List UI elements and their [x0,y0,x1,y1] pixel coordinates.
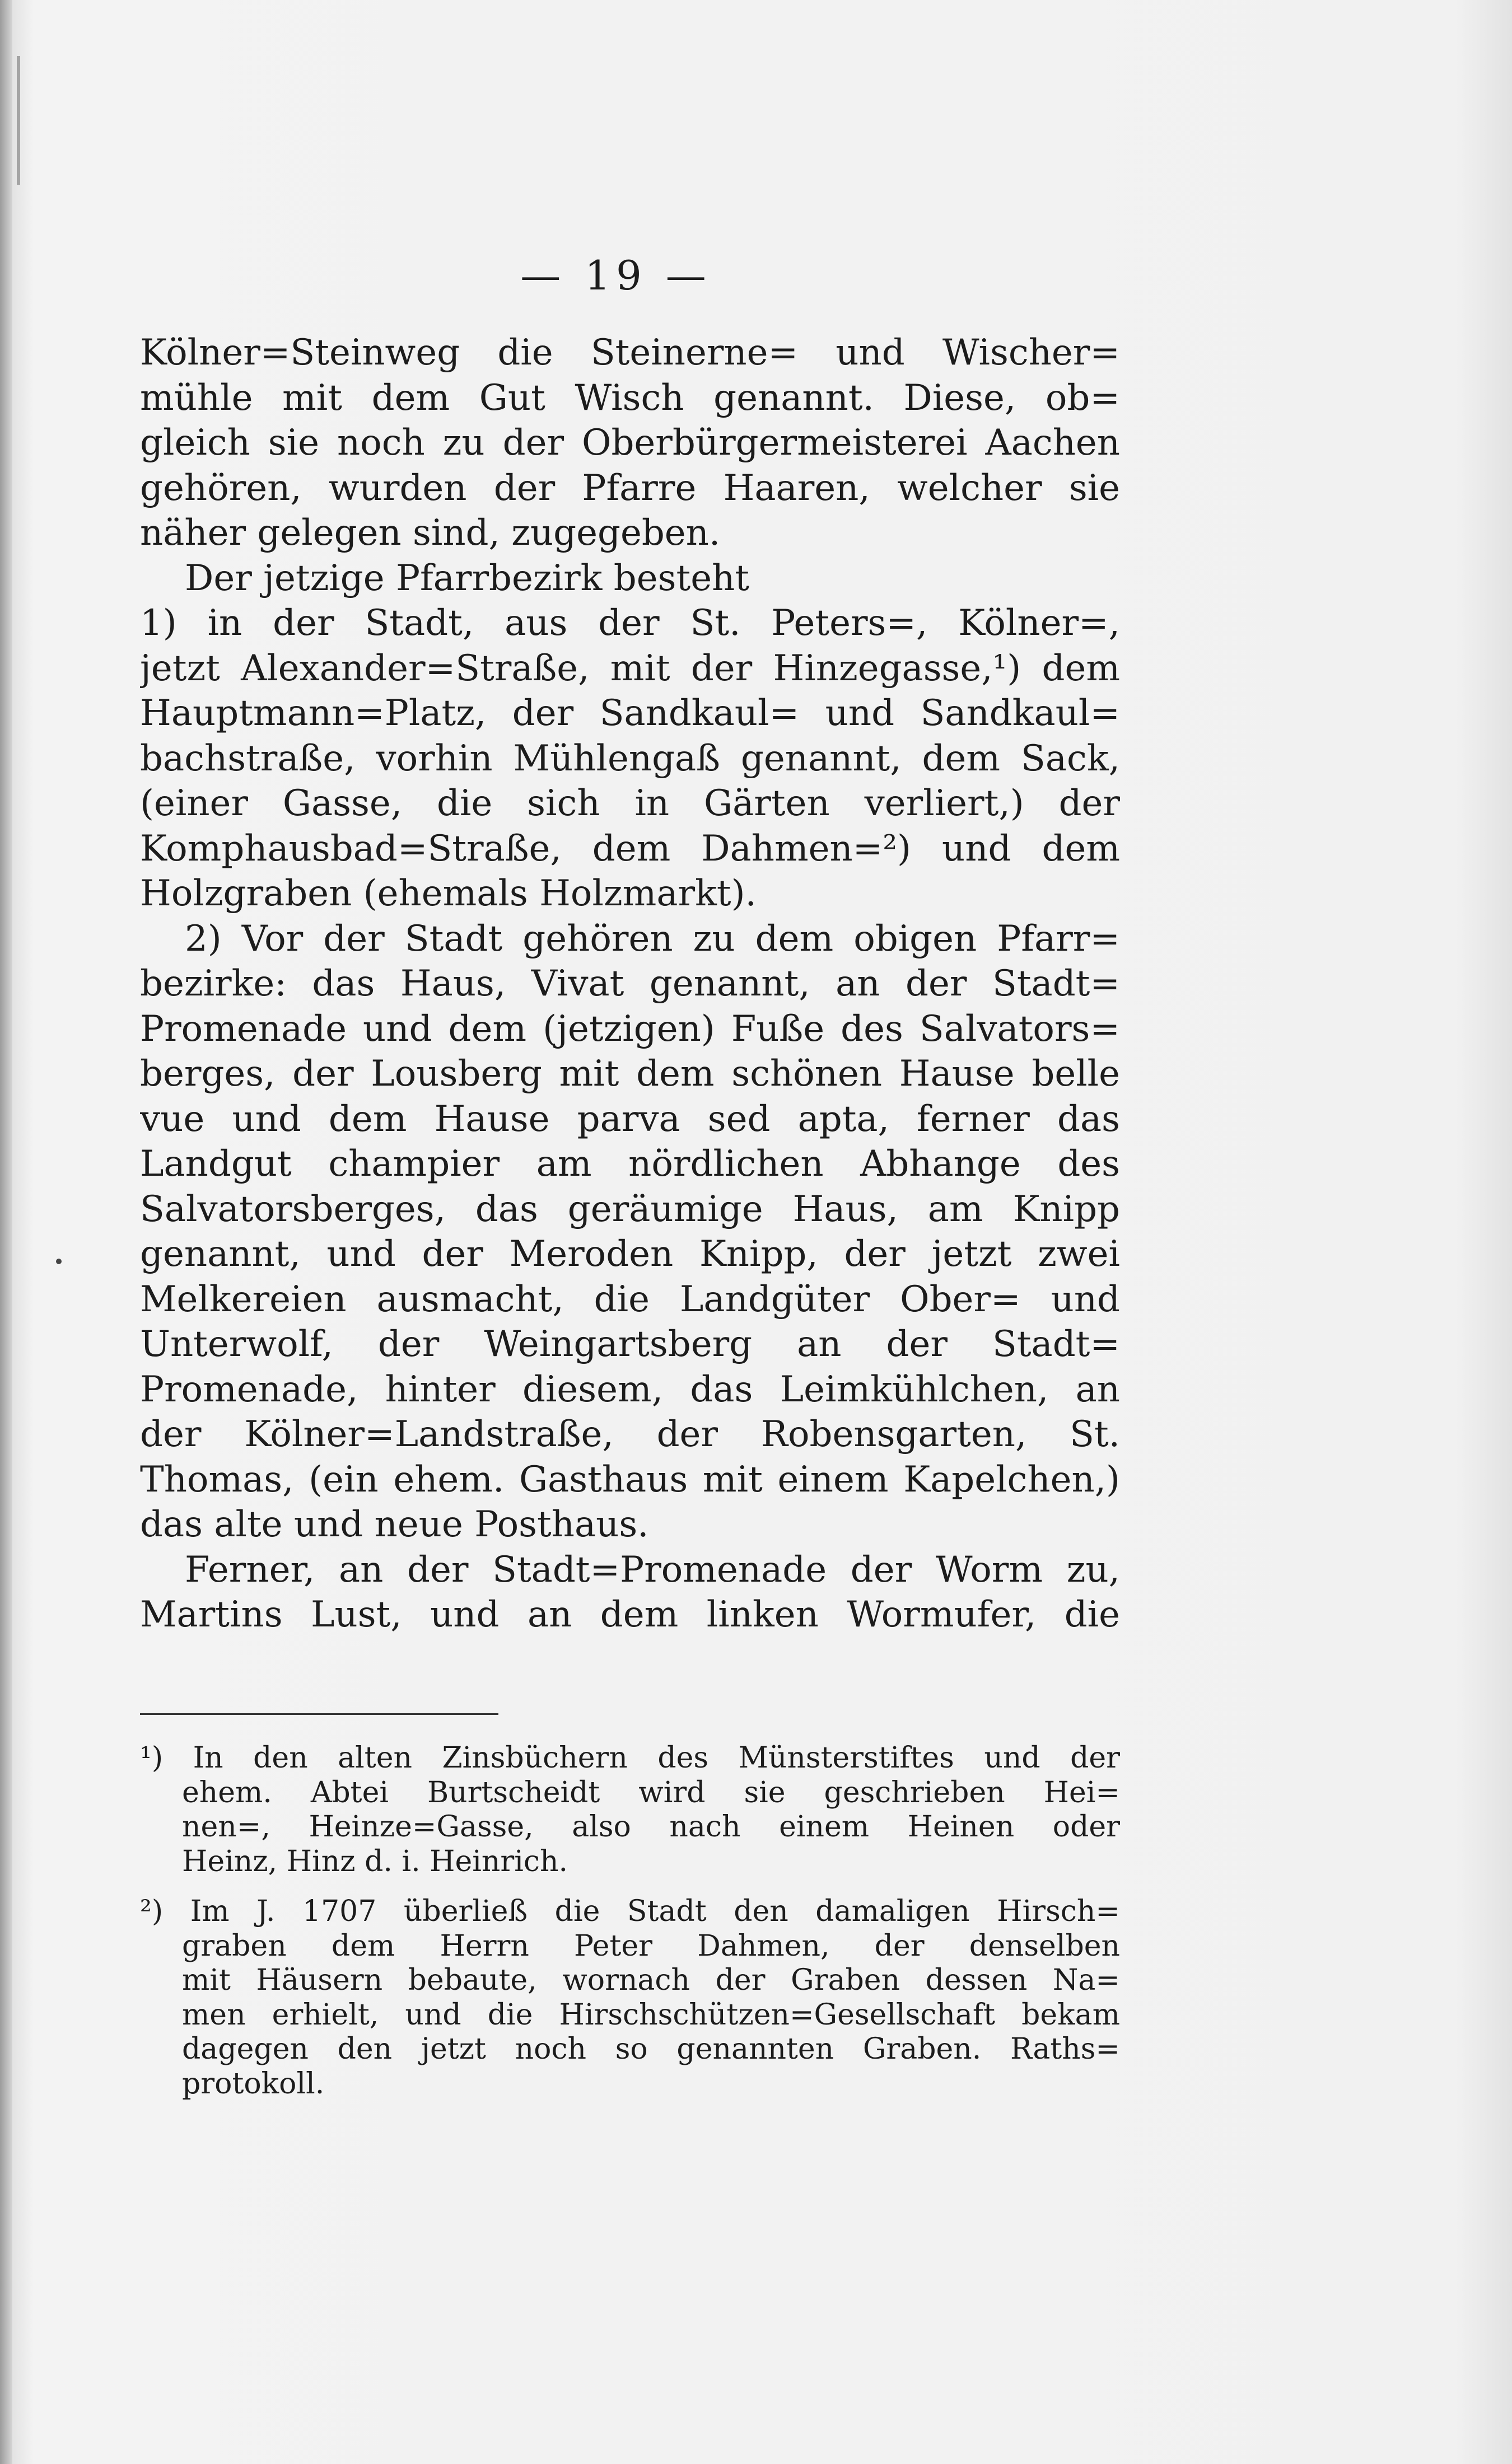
body-line: Salvatorsberges, das geräumige Haus, am Knipp [140,1188,1120,1230]
body-line: mühle mit dem Gut Wisch genannt. Diese, ob= [140,377,1120,419]
body-line: (einer Gasse, die sich in Gärten verliert,) der [140,783,1120,824]
body-line: Holzgraben (ehemals Holzmarkt). [140,873,757,914]
footnote-2-line: dagegen den jetzt noch so genannten Graben. Raths= [182,2032,1120,2066]
footnote-1-line: Heinz, Hinz d. i. Heinrich. [182,1844,568,1878]
body-line: Kölner=Steinweg die Steinerne= und Wischer= [140,332,1120,373]
body-line: Promenade, hinter diesem, das Leimkühlchen, an [140,1368,1120,1410]
body-line: Thomas, (ein ehem. Gasthaus mit einem Kapelchen,) [140,1458,1120,1500]
body-line: gleich sie noch zu der Oberbürgermeisterei Aachen [140,422,1120,464]
body-line: genannt, und der Meroden Knipp, der jetzt zwei [140,1233,1120,1275]
body-line: Der jetzige Pfarrbezirk besteht [185,557,749,599]
footnote-2-line: men erhielt, und die Hirschschützen=Gesellschaft bekam [182,1998,1120,2032]
body-line: gehören, wurden der Pfarre Haaren, welcher sie [140,467,1120,509]
body-line: näher gelegen sind, zugegeben. [140,512,721,554]
body-line: Ferner, an der Stadt=Promenade der Worm zu, [185,1549,1120,1591]
body-line: das alte und neue Posthaus. [140,1504,649,1545]
body-text [140,330,1120,1638]
footnote-1-line: ehem. Abtei Burtscheidt wird sie geschrieben Hei= [182,1775,1120,1810]
binding-mark [17,56,20,185]
footnote-2-line: protokoll. [182,2066,325,2101]
footnote-spacer [140,1879,1120,1895]
footnote-1-line: nen=, Heinze=Gasse, also nach einem Heinen oder [182,1810,1120,1844]
body-line: berges, der Lousberg mit dem schönen Hause belle [140,1053,1120,1095]
body-line: Landgut champier am nördlichen Abhange des [140,1143,1120,1185]
body-line: Hauptmann=Platz, der Sandkaul= und Sandkaul= [140,693,1120,734]
body-line: Komphausbad=Straße, dem Dahmen=²) und dem [140,827,1120,869]
print-speck [56,1259,62,1264]
footnote-2-line: graben dem Herrn Peter Dahmen, der denselben [182,1929,1120,1963]
footnote-divider [140,1713,498,1715]
body-line: vue und dem Hause parva sed apta, ferner das [140,1098,1120,1140]
body-line: bezirke: das Haus, Vivat genannt, an der Stadt= [140,963,1120,1004]
footnote-2-line: ²) Im J. 1707 überließ die Stadt den damaligen Hirsch= [140,1895,1120,1928]
footnotes [140,1741,1120,2101]
body-line: jetzt Alexander=Straße, mit der Hinzegasse,¹) dem [140,647,1120,689]
body-line: bachstraße, vorhin Mühlengaß genannt, dem Sack, [140,737,1120,779]
body-line: 2) Vor der Stadt gehören zu dem obigen Pfarr= [185,918,1120,960]
body-line: der Kölner=Landstraße, der Robensgarten, St. [140,1414,1120,1455]
page-number: — 19 — [520,252,712,299]
footnote-2-line: mit Häusern bebaute, wornach der Graben dessen Na= [182,1963,1120,1997]
body-line: Promenade und dem (jetzigen) Fuße des Salvators= [140,1008,1120,1050]
binding-edge [0,0,12,2464]
footnote-1-line: ¹) In den alten Zinsbüchern des Münsterstiftes und der [140,1741,1120,1775]
body-line: Melkereien ausmacht, die Landgüter Ober= und [140,1278,1120,1320]
body-line: 1) in der Stadt, aus der St. Peters=, Kölner=, [140,602,1120,644]
body-line: Unterwolf, der Weingartsberg an der Stadt= [140,1324,1120,1365]
body-line: Martins Lust, und an dem linken Wormufer, die [140,1594,1120,1635]
